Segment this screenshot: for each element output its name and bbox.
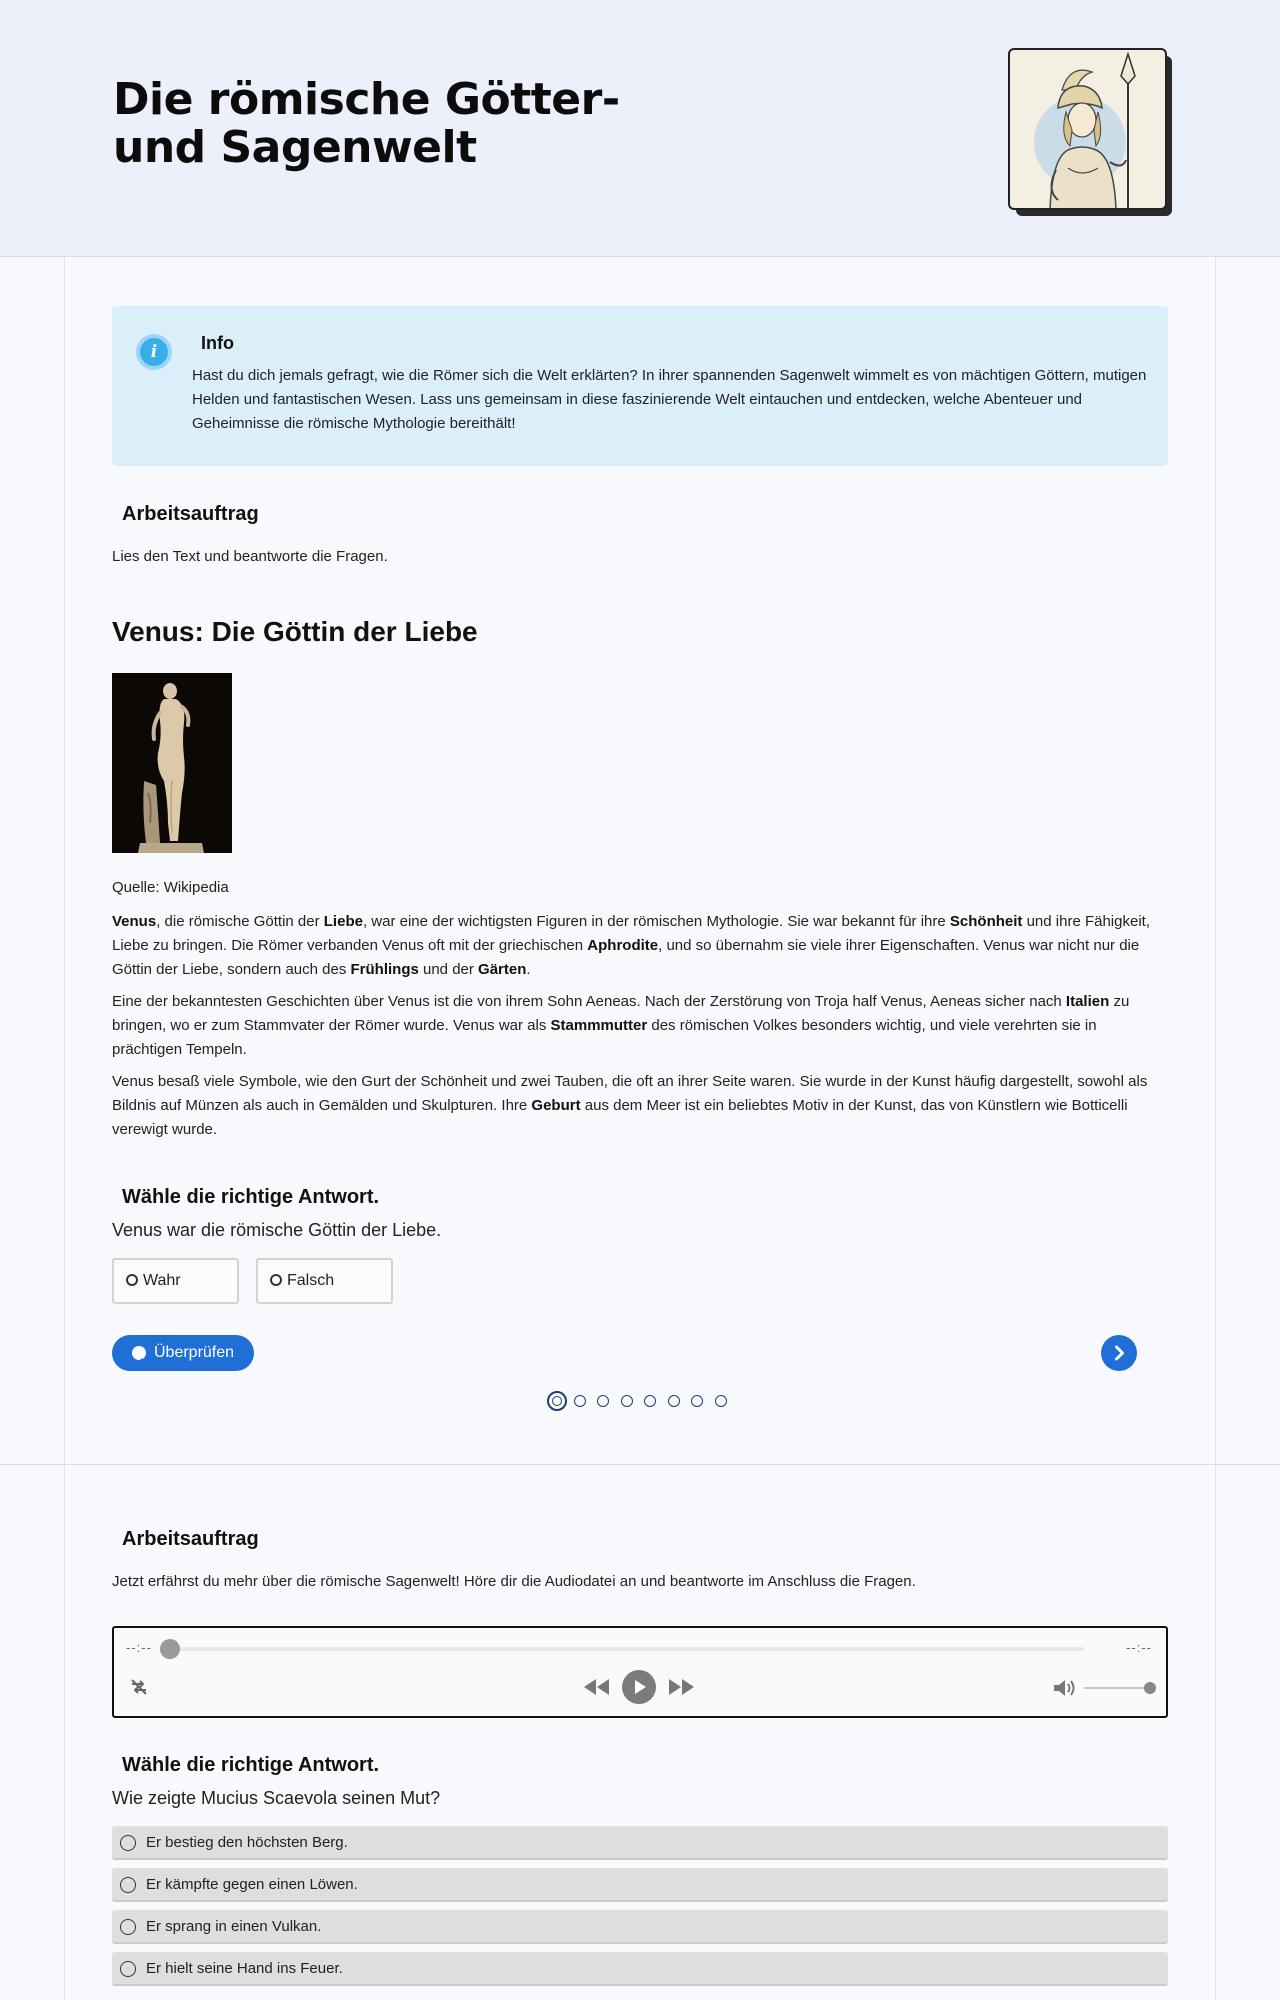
radio-icon[interactable] bbox=[120, 1919, 136, 1935]
info-icon: i bbox=[136, 334, 172, 370]
section-divider bbox=[0, 1464, 1280, 1465]
radio-icon[interactable] bbox=[126, 1274, 138, 1286]
answer-label: Falsch bbox=[287, 1272, 335, 1289]
article-paragraph-2: Eine der bekanntesten Geschichten über Venus ist die von ihrem Sohn Aeneas. Nach der Zerstörung von Troja half Venus, Aeneas sicher nach Italien zu bringen, wo er zum Stammvater der Römer wurde. Venus war als Stammmutter des römischen Volkes besonders wichtig, und viele verehrten sie in prächtigen Tempeln. bbox=[112, 993, 1130, 1058]
chevron-right-icon bbox=[1101, 1335, 1137, 1371]
info-box bbox=[112, 306, 1168, 466]
right-guide-line bbox=[1215, 0, 1216, 2000]
pager-dot[interactable] bbox=[715, 1395, 727, 1407]
check-circle-icon bbox=[132, 1346, 146, 1360]
pager-dot[interactable] bbox=[644, 1395, 656, 1407]
article-paragraph-1: Venus, die römische Göttin der Liebe, war eine der wichtigsten Figuren in der römischen Mythologie. Sie war bekannt für ihre Schönheit und ihre Fähigkeit, Liebe zu bringen. Die Römer verbanden Venus oft mit der griechischen Aphrodite, und so übernahm sie viele ihrer Eigenschaften. Venus war nicht nur die Göttin der Liebe, sondern auch des Frühlings und der Gärten. bbox=[112, 913, 1150, 978]
answer-option[interactable] bbox=[112, 1910, 1168, 1944]
radio-icon[interactable] bbox=[270, 1274, 282, 1286]
task-heading: Arbeitsauftrag bbox=[122, 1528, 259, 1550]
audio-player bbox=[112, 1626, 1168, 1718]
minerva-illustration bbox=[1008, 48, 1167, 210]
venus-statue-image[interactable] bbox=[112, 673, 232, 853]
answer-option[interactable] bbox=[112, 1868, 1168, 1902]
radio-icon[interactable] bbox=[120, 1877, 136, 1893]
answer-option-true[interactable] bbox=[112, 1258, 239, 1304]
pager-dot[interactable] bbox=[547, 1391, 567, 1411]
seek-bar[interactable] bbox=[170, 1647, 1084, 1651]
question-pager bbox=[547, 1389, 747, 1411]
left-guide-line bbox=[64, 0, 65, 2000]
hero-illustration bbox=[1008, 48, 1172, 216]
answer-label: Er bestieg den höchsten Berg. bbox=[146, 1834, 348, 1851]
answer-label: Wahr bbox=[143, 1272, 181, 1289]
info-title: Info bbox=[201, 333, 234, 353]
article-paragraph-3: Venus besaß viele Symbole, wie den Gurt der Schönheit und zwei Tauben, die oft an ihrer Seite waren. Sie wurde in der Kunst häufig dargestellt, sowohl als Bildnis auf Münzen als auch in Gemälden und Skulpturen. Ihre Geburt aus dem Meer ist ein beliebtes Motiv in der Kunst, das von Künstlern wie Botticelli verewigt wurde. bbox=[112, 1073, 1148, 1138]
answer-label: Er sprang in einen Vulkan. bbox=[146, 1918, 322, 1935]
quiz-question: Wie zeigte Mucius Scaevola seinen Mut? bbox=[112, 1788, 441, 1808]
fast-forward-icon[interactable] bbox=[668, 1675, 696, 1699]
pager-dot[interactable] bbox=[597, 1395, 609, 1407]
answer-option-false[interactable] bbox=[256, 1258, 393, 1304]
play-button[interactable] bbox=[622, 1670, 656, 1704]
task-instructions: Jetzt erfährst du mehr über die römische Sagenwelt! Höre dir die Audiodatei an und beantworte im Anschluss die Fragen. bbox=[112, 1573, 916, 1590]
page-header bbox=[0, 0, 1280, 257]
seek-handle[interactable] bbox=[160, 1639, 180, 1659]
image-source: Quelle: Wikipedia bbox=[112, 879, 229, 896]
check-answer-button[interactable] bbox=[112, 1335, 254, 1371]
volume-handle[interactable] bbox=[1144, 1682, 1156, 1694]
page-title: Die römische Götter- und Sagenwelt bbox=[113, 74, 620, 173]
volume-slider[interactable] bbox=[1084, 1687, 1152, 1689]
answer-label: Er hielt seine Hand ins Feuer. bbox=[146, 1960, 343, 1977]
next-question-button[interactable] bbox=[1101, 1335, 1137, 1371]
repeat-icon[interactable] bbox=[128, 1676, 150, 1698]
quiz-question: Venus war die römische Göttin der Liebe. bbox=[112, 1220, 442, 1240]
volume-icon[interactable] bbox=[1052, 1677, 1076, 1699]
info-text: Hast du dich jemals gefragt, wie die Römer sich die Welt erklärten? In ihrer spannenden Sagenwelt wimmelt es von mächtigen Göttern, mutigen Helden und fantastischen Wesen. Lass uns gemeinsam in diese faszinierende Welt eintauchen und entdecken, welche Abenteuer und Geheimnisse die römische Mythologie bereithält! bbox=[192, 367, 1147, 432]
quiz-heading: Wähle die richtige Antwort. bbox=[122, 1186, 380, 1208]
elapsed-time: --:-- bbox=[126, 1640, 152, 1655]
radio-icon[interactable] bbox=[120, 1835, 136, 1851]
answer-option[interactable] bbox=[112, 1826, 1168, 1860]
task-heading: Arbeitsauftrag bbox=[122, 503, 259, 525]
pager-dot[interactable] bbox=[574, 1395, 586, 1407]
rewind-icon[interactable] bbox=[582, 1675, 610, 1699]
radio-icon[interactable] bbox=[120, 1961, 136, 1977]
article-title: Venus: Die Göttin der Liebe bbox=[112, 616, 478, 647]
answer-option[interactable] bbox=[112, 1952, 1168, 1986]
pager-dot[interactable] bbox=[668, 1395, 680, 1407]
pager-dot[interactable] bbox=[621, 1395, 633, 1407]
pager-dot[interactable] bbox=[691, 1395, 703, 1407]
task-instructions: Lies den Text und beantworte die Fragen. bbox=[112, 548, 388, 565]
answer-label: Er kämpfte gegen einen Löwen. bbox=[146, 1876, 358, 1893]
play-icon bbox=[622, 1670, 656, 1704]
check-answer-label: Überprüfen bbox=[154, 1344, 235, 1361]
quiz-heading: Wähle die richtige Antwort. bbox=[122, 1754, 380, 1776]
total-time: --:-- bbox=[1126, 1640, 1152, 1655]
